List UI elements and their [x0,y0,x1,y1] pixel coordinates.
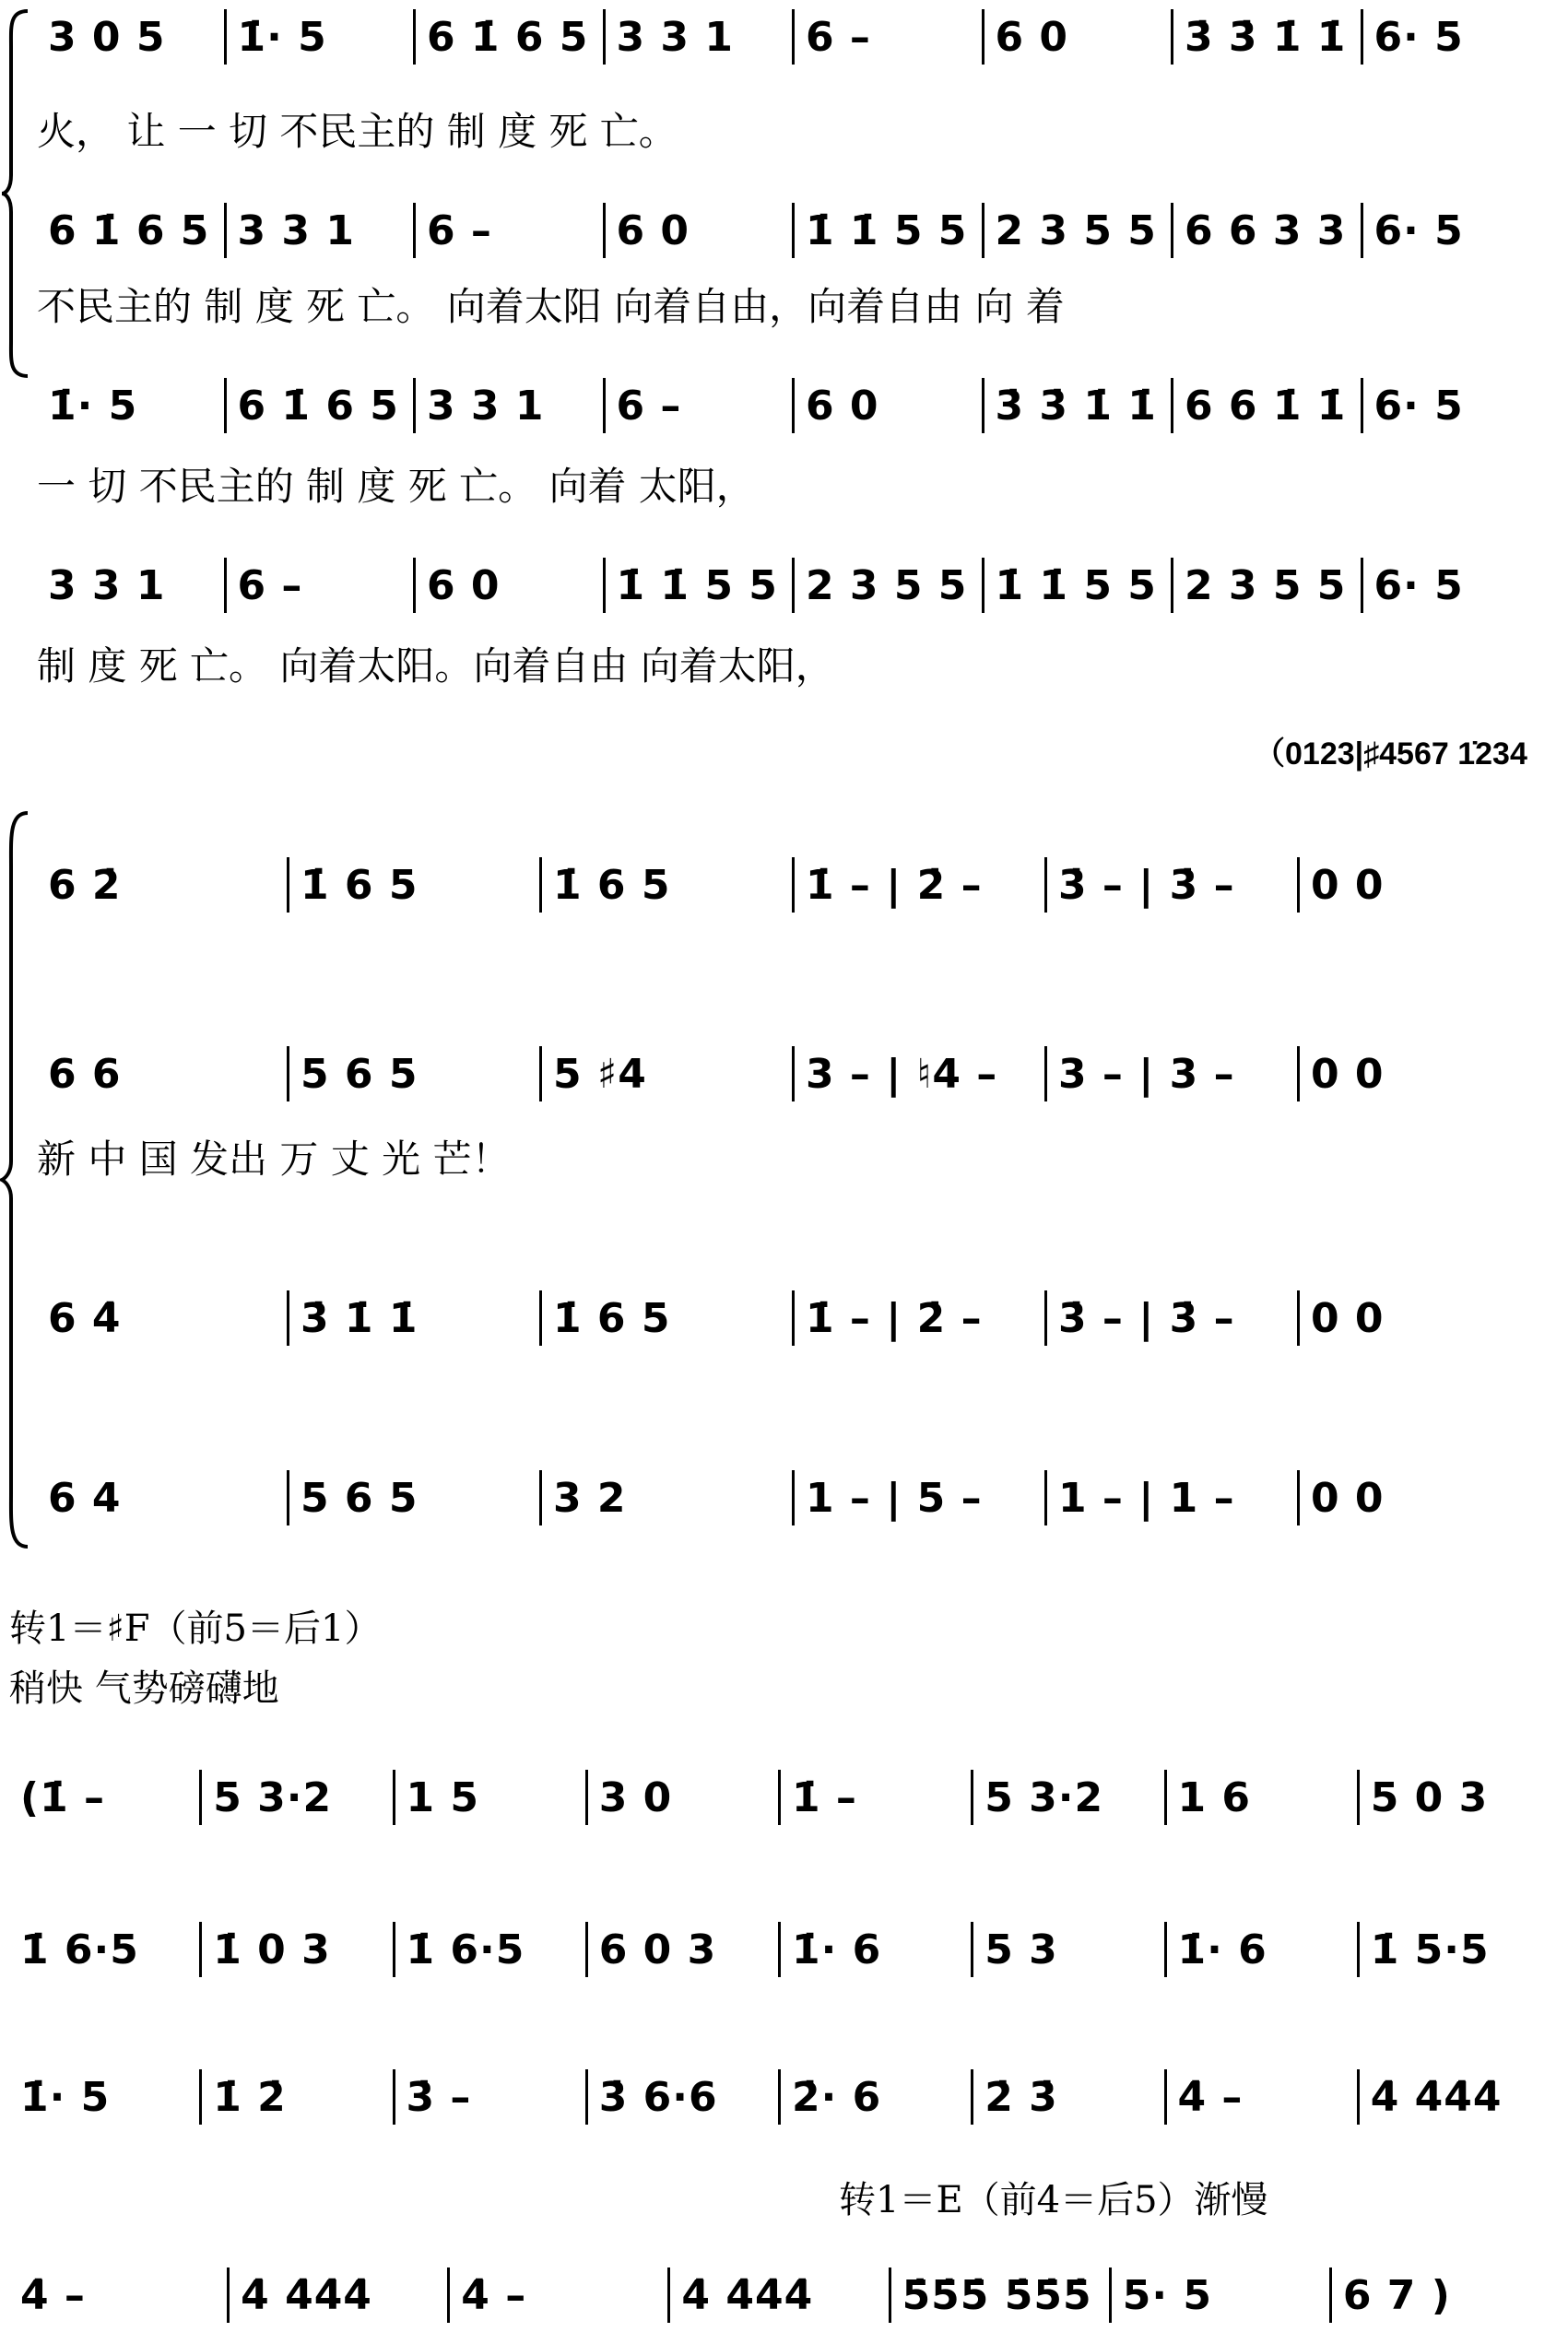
measure: 1̇ 1̇ 5 5 [616,561,778,609]
measure: 6 2̇ [48,861,122,909]
measure: 1̇ – [792,1773,857,1821]
measure: 1̇ 2̇ [213,2073,287,2121]
system1-brace [0,9,31,378]
measure: 6 1̇ 6 5 [237,382,399,430]
measure: 5 0 3 [1370,1773,1489,1821]
measure: 6 6 [48,1050,122,1098]
staff-1-1 [37,5,1550,69]
measure: 1̇ – | 2̇ – [806,1294,983,1342]
measure: 1̇ – | 2̇ – [806,861,983,909]
measure: 6 0 [616,206,690,254]
staff-2-1 [37,853,1550,917]
measure: 1̇ 1̇ 5 5 [995,561,1157,609]
measure: 6 0 3 [598,1926,717,1973]
measure: 5 6 5 [301,1050,419,1098]
measure: 3 3 1 [237,206,355,254]
measure: 5 ♯4 [553,1050,647,1098]
instrumental-line-2 [9,1917,1550,1982]
measure: 3̇ – | 3̇ – [1058,1294,1235,1342]
measure: 6 0 [427,561,501,609]
lyrics-1-3: 一 切 不民主的 制 度 死 亡。 向着 太阳， [37,464,755,509]
measure: 2̇· 6 [792,2073,882,2121]
measure: 6 6 3 3 [1185,206,1347,254]
modulation-note-2: 转1＝E（前4＝后5）渐慢 [839,2179,1268,2221]
tempo-marking: 稍快 气势磅礴地 [9,1667,279,1710]
measure: 1̇ 6·5 [406,1926,525,1973]
measure: 0 0 [1311,1294,1385,1342]
measure: 5 6 5 [301,1474,419,1522]
measure: 3 0 [598,1773,673,1821]
measure: 6· 5 [1373,13,1464,61]
measure: 2 3 5 5 [995,206,1157,254]
lyrics-2-1 [37,940,1550,995]
measure: 6 – [237,561,303,609]
measure: 5· 5 [1122,2271,1212,2319]
measure: 3 3 1 [48,561,166,609]
measure: 1̇· 5 [48,382,138,430]
measure: 1 – | 5 – [806,1474,983,1522]
staff-2-4 [37,1466,1550,1530]
measure: 1̇· 6 [1177,1926,1267,1973]
measure: 3̇ 3̇ 1̇ 1̇ [1185,13,1347,61]
measure: 1̇ 6 5 [553,1294,671,1342]
measure: 0 0 [1311,1050,1385,1098]
instrument-intro: （0123|♯4567 1̇234 [1254,736,1527,772]
measure: 6· 5 [1373,206,1464,254]
measure: 1̇ 6 5 [553,861,671,909]
staff-1-2 [37,198,1550,263]
measure: 3 – | 3 – [1058,1050,1235,1098]
measure: 1 5 [406,1773,480,1821]
measure: 6 – [806,13,871,61]
measure: 6 0 [806,382,879,430]
measure: 5 3 [984,1926,1058,1973]
measure: 2̇ 3̇ [984,2073,1058,2121]
measure: 6 – [616,382,682,430]
instrumental-line-1 [9,1765,1550,1830]
measure: 3̇ 1̇ 1̇ [301,1294,419,1342]
lyrics-1-1: 火， 让 一 切 不民主的 制 度 死 亡。 [37,109,678,154]
measure: 3̇ – | 3̇ – [1058,861,1235,909]
measure: 5 3·2 [213,1773,333,1821]
measure: 3 3 1 [616,13,734,61]
measure: 1̇· 5 [237,13,327,61]
measure: 4̇ – [461,2271,527,2319]
measure: 3̇ 6·6 [598,2073,718,2121]
measure: 2 3 5 5 [1185,561,1347,609]
staff-1-4 [37,553,1550,618]
staff-2-3 [37,1286,1550,1350]
measure: 0 0 [1311,1474,1385,1522]
measure: 5̇5̇5̇ 5̇5̇5̇ [902,2271,1092,2319]
staff-1-3 [37,373,1550,438]
measure: 6 6 1̇ 1̇ [1185,382,1347,430]
measure: 6 7 ) [1342,2271,1451,2319]
measure: 3 0 5 [48,13,166,61]
measure: 6 1̇ 6 5 [48,206,210,254]
measure: 6· 5 [1373,382,1464,430]
modulation-note-1: 转1＝♯F（前5＝后1） [9,1608,382,1650]
measure: 3 3 1 [427,382,545,430]
measure: 0 0 [1311,861,1385,909]
measure: 1̇· 5 [20,2073,111,2121]
measure: 6 4 [48,1474,122,1522]
measure: 1 6 [1177,1773,1252,1821]
lyrics-1-2: 不民主的 制 度 死 亡。 向着太阳 向着自由，向着自由 向 着 [37,284,1065,329]
measure: 1̇ 6·5 [20,1926,139,1973]
measure: 3̇ 3̇ 1̇ 1̇ [995,382,1157,430]
measure: 3 – | ♮4 – [806,1050,998,1098]
lyrics-2-2: 新 中 国 发出 万 丈 光 芒！ [37,1137,511,1182]
measure: 6 4̇ [48,1294,122,1342]
measure: 3 2 [553,1474,627,1522]
measure: 6 0 [995,13,1069,61]
measure: 4̇ 4̇4̇4̇ [681,2271,814,2319]
measure: 1̇ 6 5 [301,861,419,909]
measure: 6 1̇ 6 5 [427,13,589,61]
lyrics-2-3 [37,1373,1550,1429]
measure: (1̇ – [20,1773,106,1821]
instrumental-line-3 [9,2065,1550,2129]
measure: 4̇ 4̇4̇4̇ [1370,2073,1503,2121]
measure: 4̇ – [20,2271,86,2319]
measure: 1̇ 5·5 [1370,1926,1490,1973]
lyrics-1-4: 制 度 死 亡。 向着太阳。向着自由 向着太阳， [37,643,834,689]
measure: 6· 5 [1373,561,1464,609]
staff-2-2 [37,1042,1550,1106]
measure: 1̇ 1̇ 5 5 [806,206,968,254]
measure: 1̇· 6 [792,1926,882,1973]
measure: 4̇ – [1177,2073,1244,2121]
measure: 1 – | 1 – [1058,1474,1235,1522]
instrumental-line-4 [9,2263,1550,2327]
measure: 1̇ 0 3 [213,1926,331,1973]
measure: 3̇ – [406,2073,472,2121]
measure: 6 – [427,206,492,254]
measure: 4̇ 4̇4̇4̇ [241,2271,372,2319]
system2-brace [0,811,31,1549]
measure: 2 3 5 5 [806,561,968,609]
measure: 5 3·2 [984,1773,1104,1821]
